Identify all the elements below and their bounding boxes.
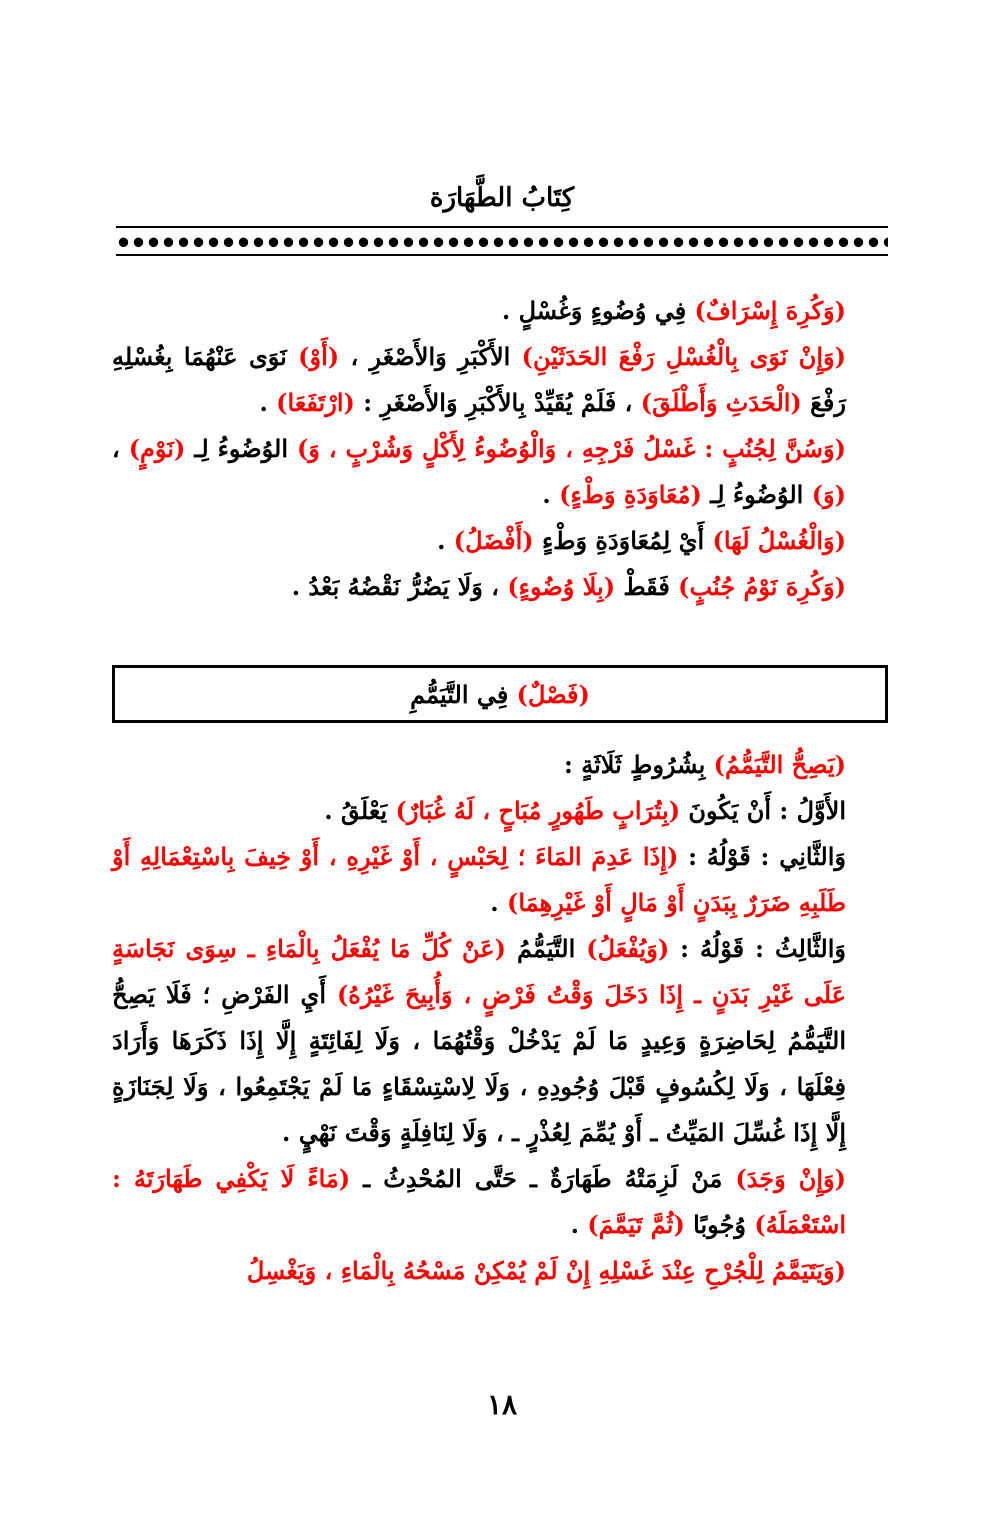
sharh-text: .: [259, 388, 277, 417]
matn-text: (وَالْغُسْلُ لَهَا): [712, 526, 846, 555]
sharh-text: الأَكْبَرِ وَالأَصْغَرِ ،: [339, 342, 522, 371]
sharh-text: .: [490, 888, 507, 917]
matn-text: (وَإِنْ وَجَدَ): [735, 1164, 846, 1193]
text-block-1: [112, 288, 892, 610]
paragraph: [112, 926, 892, 1156]
matn-text: (وَيَتَيَمَّمُ لِلْجُرْحِ عِنْدَ غَسْلِهِ إِنْ لَمْ يُمْكِنْ مَسْحُهُ بِالْمَاءِ ، وَيَغْسِلُ: [246, 1256, 846, 1285]
paragraph: [112, 1248, 892, 1294]
sharh-text: ، وَلَا يَضُرُّ نَقْضُهُ بَعْدُ .: [291, 572, 508, 601]
matn-text: (وَ): [811, 480, 846, 509]
matn-text: (أَفْضَلُ): [453, 526, 534, 555]
sharh-text: وُجُوبًا: [684, 1210, 755, 1239]
matn-text: (يَصِحُّ التَّيَمُّمُ): [713, 750, 846, 779]
paragraph: [112, 564, 892, 610]
ornamental-divider: [116, 226, 888, 256]
matn-text: (بِتُرَابٍ طَهُورٍ مُبَاحٍ ، لَهُ غُبَارٌ): [395, 796, 681, 825]
sharh-text: .: [437, 526, 454, 555]
matn-text: (أَوْ): [298, 342, 340, 371]
sharh-text: .: [570, 1210, 588, 1239]
sharh-text: فِي وُضُوءٍ وَغُسْلٍ .: [501, 296, 695, 325]
sharh-text: الوُضُوءُ لِـ: [701, 480, 812, 509]
matn-text: (وَسُنَّ لِجُنُبٍ : غَسْلُ فَرْجِهِ ، وَالْوُضُوءُ لِأَكْلٍ وَشُرْبٍ ، وَ): [296, 434, 846, 463]
matn-text: (وَكُرِهَ نَوْمُ جُنُبٍ): [678, 572, 846, 601]
sharh-text: ، فَلَمْ يُقَيِّدْ بِالأَكْبَرِ وَالأَصْغَرِ :: [354, 388, 641, 417]
sharh-text: بِشُرُوطٍ ثَلَاثَةٍ :: [564, 750, 714, 779]
paragraph: [112, 834, 892, 926]
text-block-2: [112, 742, 892, 1294]
matn-text: (بِلَا وُضُوءٍ): [507, 572, 616, 601]
sharh-text: وَالثَّانِي : قَوْلُهُ :: [678, 842, 847, 871]
matn-text: (مُعَاوَدَةِ وَطْءٍ): [559, 480, 702, 509]
paragraph: [112, 288, 892, 334]
matn-text: (وَيُفْعَلُ): [586, 934, 670, 963]
sharh-text: التَّيَمُّمُ: [505, 934, 587, 963]
paragraph: [112, 788, 892, 834]
sharh-text: فَقَطْ: [615, 572, 679, 601]
matn-text: (الْحَدَثِ وَأَطْلَقَ): [640, 388, 802, 417]
paragraph: [112, 426, 892, 518]
running-header-title: كِتَابُ الطَّهَارَة: [429, 183, 575, 213]
matn-text: (وَإِنْ نَوَى بِالْغُسْلِ رَفْعَ الحَدَثَيْنِ): [521, 342, 847, 371]
matn-text: (عَنْ كُلِّ مَا يُفْعَلُ بِالْمَاءِ ـ سِوَى نَجَاسَةٍ عَلَى غَيْرِ بَدَنٍ ـ إِذَا دَخَلَ وَقْتُ فَرْضٍ ، وَأُبِيحَ غَيْرُهُ): [112, 934, 847, 1009]
sharh-text: وَالثَّالِثُ : قَوْلُهُ :: [669, 934, 846, 963]
sharh-text: .: [542, 480, 560, 509]
section-heading-box: [112, 665, 888, 723]
section-heading: [410, 680, 590, 709]
matn-text: (مَاءً لَا يَكْفِي طَهَارَتَهُ : اسْتَعْمَلَهُ): [112, 1164, 846, 1239]
matn-text: (إِذَا عَدِمَ المَاءَ ؛ لِحَبْسٍ ، أَوْ غَيْرِهِ ، أَوْ خِيفَ بِاسْتِعْمَالِهِ أَوْ طَلَبِهِ ضَرَرٌ بِبَدَنٍ أَوْ مَالٍ أَوْ غَيْرِهِمَا): [112, 842, 846, 917]
paragraph: [112, 518, 892, 564]
matn-text: (ثُمَّ تَيَمَّمَ): [587, 1210, 685, 1239]
sharh-text: يَعْلَقُ .: [324, 796, 396, 825]
sharh-text: الوُضُوءُ لِـ: [185, 434, 297, 463]
matn-text: (نَوْمٍ): [128, 434, 186, 463]
page-number: ١٨: [486, 1388, 518, 1421]
paragraph: [112, 1156, 892, 1248]
matn-text: (ارْتَفَعَا): [276, 388, 355, 417]
sharh-text: أَيْ لِمُعَاوَدَةِ وَطْءٍ: [533, 526, 713, 555]
matn-text: (وَكُرِهَ إِسْرَافٌ): [694, 296, 846, 325]
section-heading-text: فِي التَّيَمُّمِ: [410, 679, 517, 709]
sharh-text: الأَوَّلُ : أَنْ يَكُونَ: [680, 796, 846, 825]
sharh-text: مَنْ لَزِمَتْهُ طَهَارَةٌ ـ حَتَّى المُحْدِثُ ـ: [350, 1164, 736, 1193]
paragraph: [112, 334, 892, 426]
sharh-text: أَيِ الفَرْضِ ؛ فَلَا يَصِحُّ التَّيَمُّمُ لِحَاضِرَةٍ وَعِيدٍ مَا لَمْ يَدْخُلْ وَقْتُهُمَا ، وَلَا لِفَائِتَةٍ إِلَّا إِذَا ذَكَرَهَا وَأَرَادَ فِعْلَهَا ، وَلَا لِكُسُوفٍ قَبْلَ وُجُودِهِ ، وَلَا لِاسْتِسْقَاءٍ مَا لَمْ يَجْتَمِعُوا ، وَلَا لِجَنَازَةٍ إِلَّا إِذَا غُسِّلَ المَيِّتُ ـ أَوْ يُمِّمَ لِعُذْرٍ ـ ، وَلَا لِنَافِلَةٍ وَقْتَ نَهْيٍ .: [112, 980, 846, 1147]
paragraph: [112, 742, 892, 788]
sharh-text: نَوَى عَنْهُمَا بِغُسْلِهِ رَفْعَ: [112, 342, 846, 417]
sharh-text: ،: [112, 434, 129, 463]
section-heading-marker: (فَصْلٌ): [516, 679, 590, 709]
